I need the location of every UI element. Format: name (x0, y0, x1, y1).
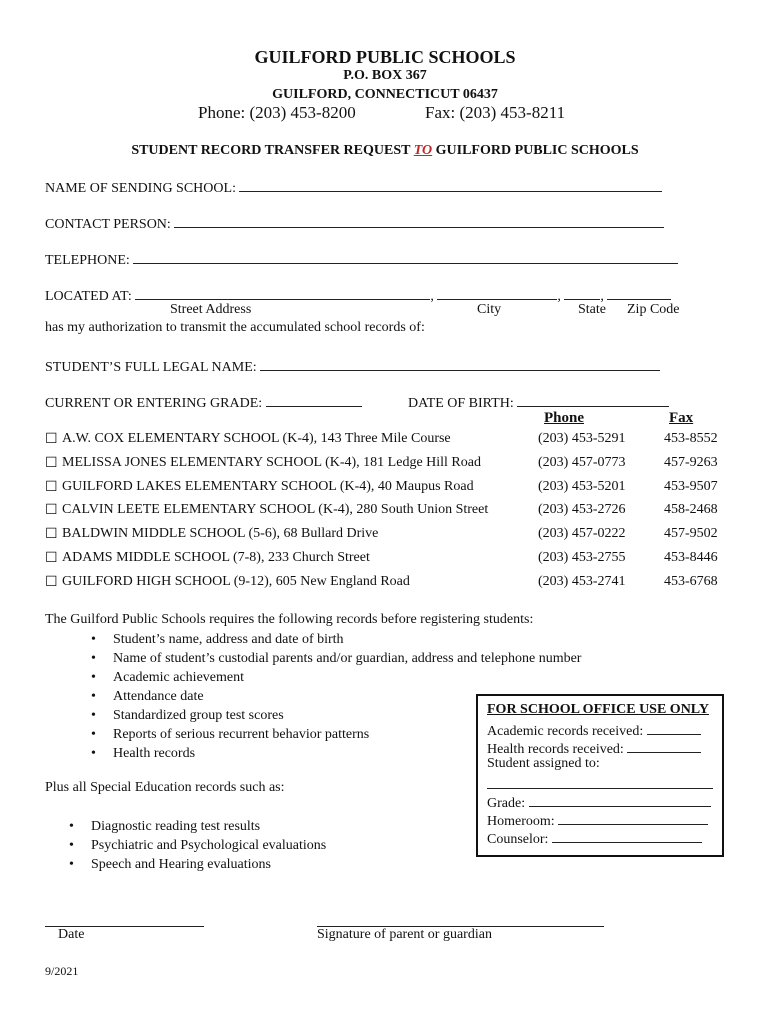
district-name: GUILFORD PUBLIC SCHOOLS (254, 47, 516, 67)
street-address-caption: Street Address (170, 302, 252, 317)
bullet-icon: • (91, 746, 96, 761)
school-phone: (203) 453-5291 (538, 431, 626, 446)
school-phone: (203) 453-2741 (538, 574, 626, 589)
homeroom-row (487, 810, 708, 830)
school-checkbox[interactable]: ☐ (45, 503, 58, 518)
office-use-title: FOR SCHOOL OFFICE USE ONLY (487, 702, 709, 717)
counselor-field[interactable] (552, 828, 702, 843)
parent-signature-line[interactable] (317, 912, 604, 927)
academic-received-row (487, 720, 701, 740)
bullet-icon: • (69, 857, 74, 872)
school-phone: (203) 457-0773 (538, 455, 626, 470)
phone-column-header: Phone (544, 410, 585, 426)
signature-caption: Signature of parent or guardian (317, 927, 492, 942)
school-fax: 453-6768 (664, 574, 718, 589)
city-state: GUILFORD, CONNECTICUT 06437 (272, 87, 498, 102)
list-item (91, 649, 582, 668)
zip-caption: Zip Code (627, 302, 680, 317)
dob-field[interactable] (517, 392, 669, 407)
list-item-text: Standardized group test scores (113, 708, 284, 723)
state-field[interactable] (564, 285, 600, 300)
list-item-text: Psychiatric and Psychological evaluations (91, 838, 327, 853)
student-name-row (45, 356, 660, 376)
school-fax: 457-9263 (664, 455, 718, 470)
located-at-label: LOCATED AT: (45, 289, 132, 304)
located-at-row: LOCATED AT: , , , (45, 285, 671, 305)
list-item-text: Attendance date (113, 689, 204, 704)
academic-received-field[interactable] (647, 720, 701, 735)
school-fax: 457-9502 (664, 526, 718, 541)
bullet-icon: • (69, 819, 74, 834)
list-item-text: Reports of serious recurrent behavior patterns (113, 727, 370, 742)
school-phone: (203) 453-2726 (538, 502, 626, 517)
school-fax: 453-9507 (664, 479, 718, 494)
school-name: GUILFORD HIGH SCHOOL (9-12), 605 New England Road (62, 574, 410, 589)
sending-school-field[interactable] (239, 177, 662, 192)
revision-date: 9/2021 (45, 964, 79, 978)
requirements-intro: The Guilford Public Schools requires the following records before registering students: (45, 612, 534, 627)
office-use-box (476, 694, 724, 857)
grade-label: CURRENT OR ENTERING GRADE: (45, 396, 263, 411)
list-item-text: Diagnostic reading test results (91, 819, 261, 834)
telephone-field[interactable] (133, 249, 678, 264)
special-ed-list (69, 817, 327, 874)
health-received-row (487, 738, 701, 758)
school-checkbox[interactable]: ☐ (45, 527, 58, 542)
school-fax: 453-8446 (664, 550, 718, 565)
school-checkbox[interactable]: ☐ (45, 480, 58, 495)
date-signature-line[interactable] (45, 912, 204, 927)
dob-label: DATE OF BIRTH: (408, 396, 514, 411)
fax-column-header: Fax (669, 410, 694, 426)
school-name: A.W. COX ELEMENTARY SCHOOL (K-4), 143 Three Mile Course (62, 431, 451, 446)
school-fax: 458-2468 (664, 502, 718, 517)
po-box: P.O. BOX 367 (343, 68, 427, 83)
list-item (69, 855, 326, 874)
school-phone: (203) 453-5201 (538, 479, 626, 494)
contact-person-row (45, 213, 664, 233)
city-caption: City (477, 302, 502, 317)
zip-field[interactable] (607, 285, 671, 300)
student-assigned-field[interactable] (487, 774, 713, 789)
school-checkbox[interactable]: ☐ (45, 551, 58, 566)
academic-received-label: Academic records received: (487, 724, 644, 739)
list-item (69, 817, 326, 836)
list-item-text: Academic achievement (113, 670, 244, 685)
list-item (91, 668, 581, 687)
form-title-part2: GUILFORD PUBLIC SCHOOLS (432, 143, 639, 158)
student-name-field[interactable] (260, 356, 660, 371)
state-caption: State (578, 302, 606, 317)
contact-person-label: CONTACT PERSON: (45, 217, 171, 232)
authorization-text: has my authorization to transmit the accumulated school records of: (45, 320, 425, 335)
homeroom-label: Homeroom: (487, 814, 555, 829)
district-phone: Phone: (203) 453-8200 (198, 103, 356, 122)
date-caption: Date (58, 927, 85, 942)
counselor-row (487, 828, 702, 848)
student-assigned-label: Student assigned to: (487, 756, 600, 771)
school-name: BALDWIN MIDDLE SCHOOL (5-6), 68 Bullard Drive (62, 526, 379, 541)
sending-school-row (45, 177, 662, 197)
bullet-icon: • (91, 632, 96, 647)
school-phone: (203) 457-0222 (538, 526, 626, 541)
school-name: GUILFORD LAKES ELEMENTARY SCHOOL (K-4), 40 Maupus Road (62, 479, 474, 494)
telephone-label: TELEPHONE: (45, 253, 130, 268)
bullet-icon: • (91, 708, 96, 723)
school-name: MELISSA JONES ELEMENTARY SCHOOL (K-4), 181 Ledge Hill Road (62, 455, 481, 470)
bullet-icon: • (91, 670, 96, 685)
bullet-icon: • (69, 838, 74, 853)
special-ed-intro: Plus all Special Education records such as: (45, 780, 285, 795)
list-item (91, 630, 581, 649)
list-item-text: Name of student’s custodial parents and/or guardian, address and telephone number (113, 651, 582, 666)
grade-field[interactable] (266, 392, 362, 407)
list-item-text: Student’s name, address and date of birth (113, 632, 344, 647)
list-item (69, 836, 327, 855)
health-received-field[interactable] (627, 738, 701, 753)
school-checkbox[interactable]: ☐ (45, 456, 58, 471)
school-fax: 453-8552 (664, 431, 718, 446)
list-item-text: Speech and Hearing evaluations (91, 857, 271, 872)
grade-assigned-row (487, 792, 711, 812)
sending-school-label: NAME OF SENDING SCHOOL: (45, 181, 236, 196)
homeroom-field[interactable] (558, 810, 708, 825)
form-title-part1: STUDENT RECORD TRANSFER REQUEST (131, 143, 414, 158)
contact-person-field[interactable] (174, 213, 664, 228)
student-name-label: STUDENT’S FULL LEGAL NAME: (45, 360, 257, 375)
form-title-emphasis: TO (413, 143, 433, 158)
grade-assigned-label: Grade: (487, 796, 526, 811)
district-fax: Fax: (203) 453-8211 (425, 103, 566, 122)
school-name: ADAMS MIDDLE SCHOOL (7-8), 233 Church Street (62, 550, 370, 565)
school-name: CALVIN LEETE ELEMENTARY SCHOOL (K-4), 280 South Union Street (62, 502, 489, 517)
street-address-field[interactable] (135, 285, 430, 300)
bullet-icon: • (91, 727, 96, 742)
city-field[interactable] (437, 285, 557, 300)
bullet-icon: • (91, 689, 96, 704)
student-assigned-row (487, 774, 713, 794)
school-checkbox[interactable]: ☐ (45, 432, 58, 447)
health-received-label: Health records received: (487, 742, 624, 757)
school-checkbox[interactable]: ☐ (45, 575, 58, 590)
grade-row (45, 392, 362, 412)
form-title (0, 143, 770, 159)
dob-row (408, 392, 669, 412)
grade-assigned-field[interactable] (529, 792, 711, 807)
counselor-label: Counselor: (487, 832, 549, 847)
list-item-text: Health records (113, 746, 196, 761)
school-phone: (203) 453-2755 (538, 550, 626, 565)
telephone-row (45, 249, 678, 269)
bullet-icon: • (91, 651, 96, 666)
